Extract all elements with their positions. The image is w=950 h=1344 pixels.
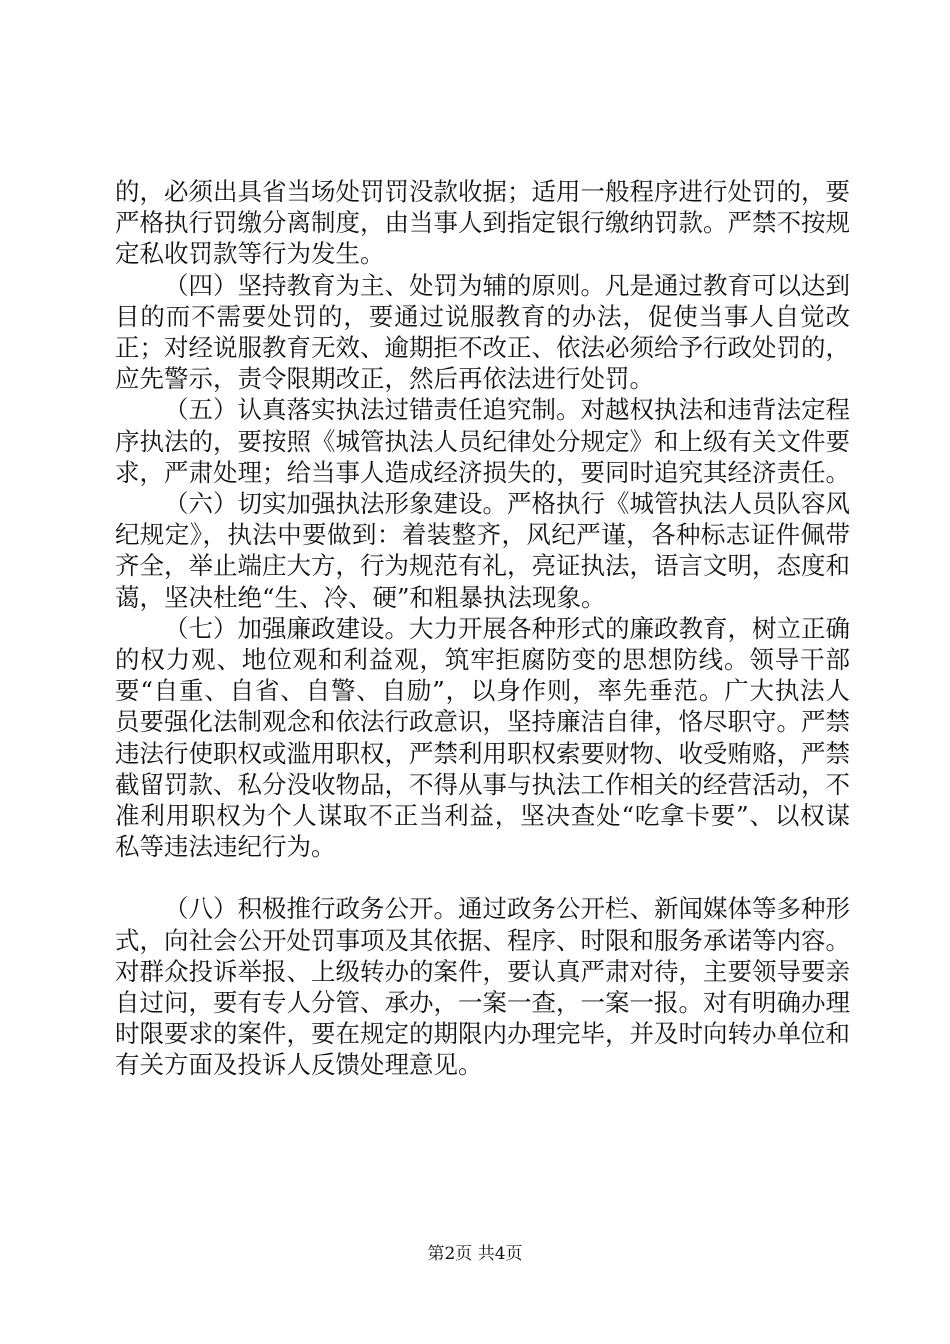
document-body	[115, 176, 850, 1081]
paragraph-section-5: （五）认真落实执法过错责任追究制。对越权执法和违背法定程序执法的，要按照《城管执法人员纪律处分规定》和上级有关文件要求，严肃处理；给当事人造成经济损失的，要同时追究其经济责任。	[115, 395, 850, 487]
paragraph-section-6: （六）切实加强执法形象建设。严格执行《城管执法人员队容风纪规定》，执法中要做到：着装整齐，风纪严谨，各种标志证件佩带齐全，举止端庄大方，行为规范有礼，亮证执法，语言文明，态度和蔼，坚决杜绝“生、冷、硬”和粗暴执法现象。	[115, 489, 850, 612]
paragraph-section-8: （八）积极推行政务公开。通过政务公开栏、新闻媒体等多种形式，向社会公开处罚事项及其依据、程序、时限和服务承诺等内容。对群众投诉举报、上级转办的案件，要认真严肃对待，主要领导要亲自过问，要有专人分管、承办，一案一查，一案一报。对有明确办理时限要求的案件，要在规定的期限内办理完毕，并及时向转办单位和有关方面及投诉人反馈处理意见。	[115, 894, 850, 1080]
paragraph-section-7: （七）加强廉政建设。大力开展各种形式的廉政教育，树立正确的权力观、地位观和利益观，筑牢拒腐防变的思想防线。领导干部要“自重、自省、自警、自励”，以身作则，率先垂范。广大执法人员要强化法制观念和依法行政意识，坚持廉洁自律，恪尽职守。严禁违法行使职权或滥用职权，严禁利用职权索要财物、收受贿赂，严禁截留罚款、私分没收物品，不得从事与执法工作相关的经营活动，不准利用职权为个人谋取不正当利益，坚决查处“吃拿卡要”、以权谋私等违法违纪行为。	[115, 613, 850, 862]
paragraph-section-4: （四）坚持教育为主、处罚为辅的原则。凡是通过教育可以达到目的而不需要处罚的，要通过说服教育的办法，促使当事人自觉改正；对经说服教育无效、逾期拒不改正、依法必须给予行政处罚的，应先警示，责令限期改正，然后再依法进行处罚。	[115, 270, 850, 394]
paragraph-continuation: 的，必须出具省当场处罚罚没款收据；适用一般程序进行处罚的，要严格执行罚缴分离制度，由当事人到指定银行缴纳罚款。严禁不按规定私收罚款等行为发生。	[115, 177, 850, 269]
page-number-footer: 第2页 共4页	[427, 1244, 523, 1264]
